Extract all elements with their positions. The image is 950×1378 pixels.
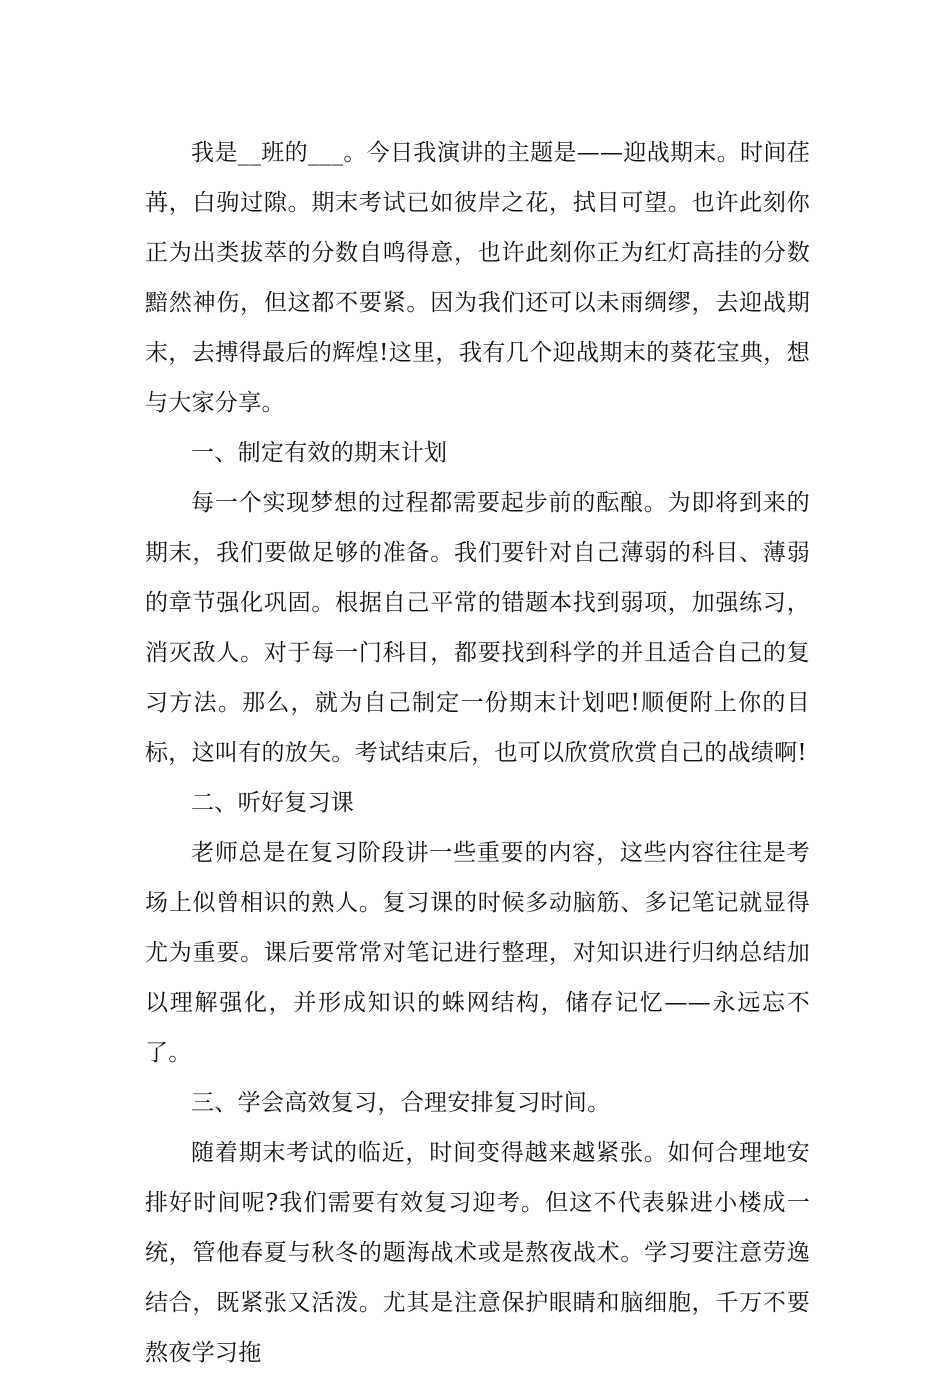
intro-paragraph: 我是__班的___。今日我演讲的主题是——迎战期末。时间荏苒，白驹过隙。期末考试已如彼岸之花，拭目可望。也许此刻你正为出类拔萃的分数自鸣得意，也许此刻你正为红灯高挂的分数黯然神伤，但这都不要紧。因为我们还可以未雨绸缪，去迎战期末，去搏得最后的辉煌!这里，我有几个迎战期末的葵花宝典，想与大家分享。 <box>145 140 810 416</box>
section-heading-1: 一、制定有效的期末计划 <box>191 440 448 466</box>
document-body <box>145 128 810 1378</box>
section-heading-3: 三、学会高效复习，合理安排复习时间。 <box>191 1090 611 1116</box>
section-heading-2: 二、听好复习课 <box>191 790 355 816</box>
section-3-paragraph: 随着期末考试的临近，时间变得越来越紧张。如何合理地安排好时间呢?我们需要有效复习迎考。但这不代表躲进小楼成一统，管他春夏与秋冬的题海战术或是熬夜战术。学习要注意劳逸结合，既紧张又活泼。尤其是注意保护眼睛和脑细胞，千万不要熬夜学习拖 <box>145 1140 810 1366</box>
section-1-paragraph: 每一个实现梦想的过程都需要起步前的酝酿。为即将到来的期末，我们要做足够的准备。我们要针对自己薄弱的科目、薄弱的章节强化巩固。根据自己平常的错题本找到弱项，加强练习，消灭敌人。对于每一门科目，都要找到科学的并且适合自己的复习方法。那么，就为自己制定一份期末计划吧!顺便附上你的目标，这叫有的放矢。考试结束后，也可以欣赏欣赏自己的战绩啊! <box>145 490 810 766</box>
section-2-paragraph: 老师总是在复习阶段讲一些重要的内容，这些内容往往是考场上似曾相识的熟人。复习课的时候多动脑筋、多记笔记就显得尤为重要。课后要常常对笔记进行整理，对知识进行归纳总结加以理解强化，并形成知识的蛛网结构，储存记忆——永远忘不了。 <box>145 840 810 1066</box>
